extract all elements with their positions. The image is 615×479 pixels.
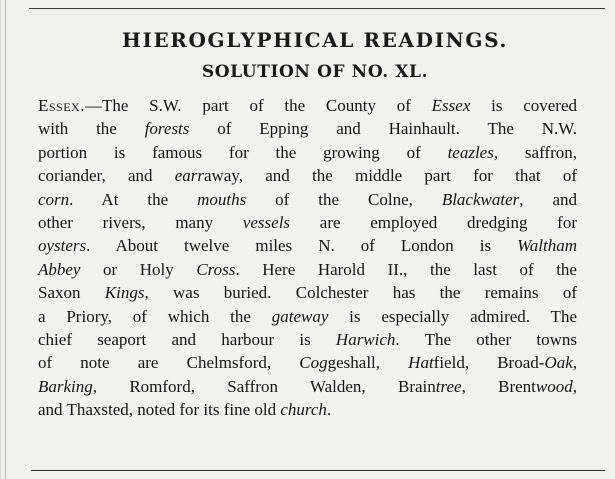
italic-run: Oak bbox=[544, 353, 573, 373]
italic-run: Blackwater bbox=[441, 189, 520, 209]
text-run: . About twelve miles N. of London is bbox=[86, 236, 518, 256]
text-run: , bbox=[572, 353, 578, 373]
italic-run: Cross bbox=[196, 259, 236, 279]
text-run: a Priory, of which the bbox=[38, 306, 272, 326]
text-run: are employed dredging for bbox=[290, 212, 578, 232]
text-run: —The S.W. part of the County of bbox=[84, 96, 432, 115]
text-run: of note are Chelmsford, bbox=[38, 353, 300, 373]
text-run: , bbox=[572, 376, 577, 396]
text-run: geshall, bbox=[327, 353, 409, 373]
text-line bbox=[38, 258, 577, 281]
italic-run: forests bbox=[144, 119, 190, 139]
text-run: saffron, bbox=[498, 142, 578, 162]
text-run: other rivers, many bbox=[38, 212, 243, 232]
text-run: . The other towns bbox=[395, 329, 577, 349]
italic-run: tree bbox=[435, 376, 462, 396]
text-run: portion is famous for the growing of bbox=[38, 142, 448, 162]
text-line bbox=[38, 375, 577, 398]
text-run: or Holy bbox=[80, 259, 197, 279]
text-line bbox=[38, 164, 577, 187]
page-edge bbox=[5, 0, 6, 479]
article-title: HIEROGLYPHICAL READINGS. bbox=[122, 28, 508, 52]
italic-run: vessels bbox=[242, 212, 291, 232]
italic-run: Barking bbox=[38, 376, 93, 396]
italic-run: mouths bbox=[197, 189, 247, 209]
text-run: . Here Harold II., the last of the bbox=[235, 259, 577, 279]
italic-run: corn bbox=[38, 189, 70, 209]
text-line bbox=[38, 234, 577, 257]
italic-run: Essex bbox=[431, 96, 471, 115]
text-line bbox=[38, 398, 577, 421]
text-run: away, and the middle part for that of bbox=[204, 166, 577, 186]
italic-run: Abbey bbox=[38, 259, 81, 279]
italic-run: oysters bbox=[38, 236, 87, 256]
italic-run: Kings bbox=[104, 283, 145, 303]
text-run: , was buried. Colchester has the remains of bbox=[144, 283, 577, 303]
text-run: , Romford, Saffron Walden, Brain bbox=[92, 376, 436, 396]
text-run: , and bbox=[519, 189, 577, 209]
text-run: . bbox=[326, 400, 332, 420]
text-run: Saxon bbox=[38, 283, 105, 303]
italic-run: wood bbox=[535, 376, 573, 396]
smallcaps-run: Essex. bbox=[38, 96, 85, 115]
text-line bbox=[38, 141, 577, 164]
italic-run: church bbox=[280, 400, 327, 420]
italic-run: teazles, bbox=[447, 142, 499, 162]
text-line bbox=[38, 211, 577, 234]
text-line bbox=[38, 94, 577, 117]
italic-run: earr bbox=[174, 166, 205, 186]
text-run: of Epping and Hainhault. The N.W. bbox=[189, 119, 577, 139]
italic-run: Cog bbox=[299, 353, 328, 373]
text-run: . At the bbox=[69, 189, 198, 209]
text-run: , Brent bbox=[461, 376, 536, 396]
text-run: chief seaport and harbour is bbox=[38, 329, 336, 349]
italic-run: gateway bbox=[271, 306, 329, 326]
italic-run: Hat bbox=[408, 353, 434, 373]
text-run: coriander, and bbox=[38, 166, 175, 186]
italic-run: Waltham bbox=[517, 236, 577, 256]
text-run: is especially admired. The bbox=[328, 306, 577, 326]
text-line bbox=[38, 117, 577, 140]
text-line bbox=[38, 281, 577, 304]
text-line bbox=[38, 305, 577, 328]
article-body bbox=[38, 94, 577, 421]
text-run: of the Colne, bbox=[246, 189, 442, 209]
text-line bbox=[38, 188, 577, 211]
top-rule bbox=[29, 8, 605, 9]
text-run: and Thaxsted, noted for its fine old bbox=[38, 400, 281, 420]
article-subtitle: SOLUTION OF NO. XL. bbox=[201, 62, 429, 82]
bottom-rule bbox=[31, 470, 605, 471]
text-line bbox=[38, 351, 577, 374]
text-run: with the bbox=[38, 119, 145, 139]
text-run: field, Broad- bbox=[433, 353, 545, 373]
italic-run: Harwich bbox=[335, 329, 396, 349]
text-line bbox=[38, 328, 577, 351]
text-run: is covered bbox=[470, 96, 578, 115]
